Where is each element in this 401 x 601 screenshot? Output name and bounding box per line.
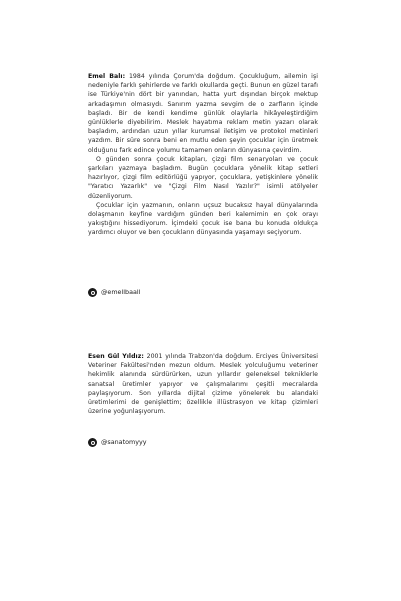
bio-paragraph: O günden sonra çocuk kitapları, çizgi film senaryoları ve çocuk şarkıları yazmaya başladım. Bugün çocuklara yönelik kitap setleri hazırlıyor, çizgi film editörlüğü yapıyor, çocuklara, yetişkinlere yönelik "Yaratıcı Yazarlık" ve "Çizgi Film Nasıl Yazılır?" isimli atölyeler düzenliyorum.: [88, 155, 318, 200]
social-handle-esen[interactable]: [88, 438, 147, 447]
instagram-icon: [88, 438, 97, 447]
bio-paragraph: [88, 352, 318, 416]
bio-paragraph: Çocuklar için yazmanın, onların uçsuz bucaksız hayal dünyalarında dolaşmanın keyfine vardığım günden beri kalemimin en çok orayı yakıştığını hissediyorum. İçimdeki çocuk ise bana bu konuda oldukça yardımcı oluyor ve ben çocukların dünyasında yaşamayı seçiyorum.: [88, 201, 318, 237]
bio-text: 1984 yılında Çorum'da doğdum. Çocukluğum, ailemin işi nedeniyle farklı şehirlerde ve farklı okullarda geçti. Bunun en güzel tarafı ise Türkiye'nin dört bir yanından, hatta yurt dışından birçok mektup arkadaşımın olmasıydı. Sanırım yazma sevgim de o zarfların içinde başladı. Bir de kendi kendime günlük olaylarla hikâyeleştirdiğim günlüklerle diyebilirim. Meslek hayatıma reklam metin yazarı olarak başladım, ardından uzun yıllar kurumsal iletişim ve protokol metinleri yazdım. Bir süre sonra beni en mutlu eden şeyin çocuklar için üretmek olduğunu fark edince yolumu tamamen onların dünyasına çevirdim.: [88, 73, 318, 154]
social-handle-text: @emellbaall: [101, 288, 141, 296]
author-name: Emel Balı:: [88, 73, 126, 80]
social-handle-emel[interactable]: [88, 288, 140, 297]
social-handle-text: @sanatomyyy: [101, 438, 147, 446]
author-name: Esen Gül Yıldız:: [88, 353, 144, 360]
bio-text: 2001 yılında Trabzon'da doğdum. Erciyes Üniversitesi Veteriner Fakültesi'nden mezun oldum. Meslek yolculuğumu veteriner hekimlik alanında sürdürürken, uzun yıllardır geleneksel tekniklerle sanatsal üretimler yapıyor ve çalışmalarımı çeşitli mecralarda paylaşıyorum. Son yıllarda dijital çizime yönelerek bu alandaki üretimlerimi de genişlettim; özellikle illüstrasyon ve kitap çizimleri üzerine yoğunlaşıyorum.: [88, 353, 318, 416]
bio-paragraph: [88, 72, 318, 155]
instagram-icon: [88, 288, 97, 297]
author-bio-emel: [88, 72, 318, 238]
author-bio-esen: [88, 352, 318, 416]
